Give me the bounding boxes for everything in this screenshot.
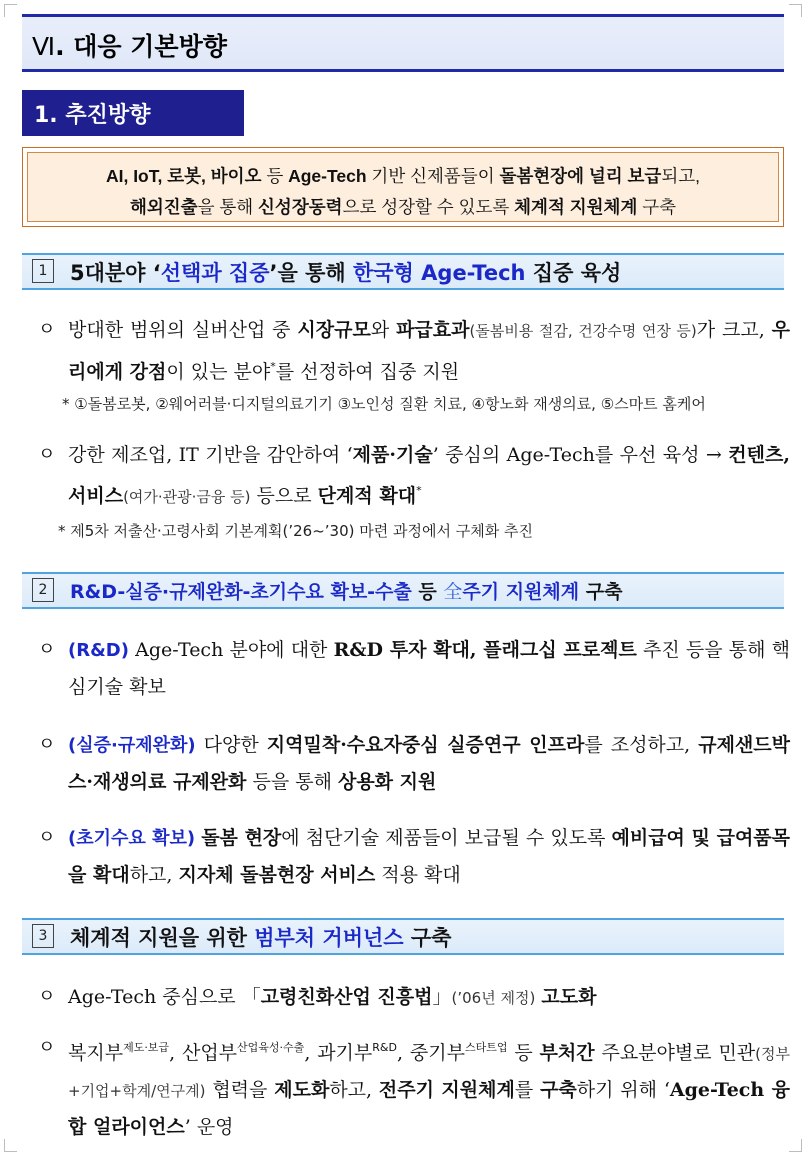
footnote-marker: * xyxy=(270,360,276,373)
bold-run: R&D 투자 확대, 플래그십 프로젝트 xyxy=(333,639,637,661)
bullet-item xyxy=(38,312,790,390)
text-run: 하기 위해 ‘ xyxy=(576,1079,670,1101)
bullet-item xyxy=(38,437,790,515)
goal-text-run: 등 xyxy=(261,166,289,186)
text-run: 복지부 xyxy=(68,1042,124,1064)
section-roman-numeral: Ⅵ xyxy=(32,32,56,61)
goal-line-2 xyxy=(28,192,778,223)
section-header-bottom-rule xyxy=(22,69,784,72)
strategy-top-rule xyxy=(22,918,784,920)
bullet-mark: ㅇ xyxy=(38,639,56,660)
strategy-title-run: 구축 xyxy=(579,581,623,603)
strategy-title-highlight: 범부처 거버넌스 xyxy=(254,926,404,950)
parenthetical: (’06년 제정) xyxy=(451,989,536,1007)
bold-run: 상용화 지원 xyxy=(337,771,437,793)
bold-run: 전주기 지원체계 xyxy=(378,1079,515,1101)
strategy-title-run: ’을 통해 xyxy=(269,261,353,285)
strategy-title-run: 5대분야 ‘ xyxy=(70,261,161,285)
text-run: 등을 통해 xyxy=(246,771,338,793)
bold-run: 단계적 확대 xyxy=(317,485,417,507)
bullet-item xyxy=(38,1030,790,1145)
text-run: 」 xyxy=(432,986,452,1008)
goal-bold: 해외진출 xyxy=(129,197,198,217)
goal-text-run: 되고, xyxy=(661,166,701,186)
goal-text-run: 기반 신제품들이 xyxy=(366,166,500,186)
parenthetical: (돌봄비용 절감, 건강수명 연장 등) xyxy=(469,322,697,340)
bullet-body xyxy=(68,632,790,705)
strategy-title-highlight: 한국형 Age-Tech xyxy=(352,261,526,285)
page-corner-mark xyxy=(4,1139,17,1152)
goal-box xyxy=(22,147,784,227)
strategy-top-rule xyxy=(22,253,784,255)
strategy-title xyxy=(70,577,622,604)
text-run: 를 선정하여 집중 지원 xyxy=(275,361,460,383)
superscript-note: 스타트업 xyxy=(464,1041,508,1054)
text-run: 협력을 xyxy=(205,1079,275,1101)
goal-text-run: 으로 성장할 수 있도록 xyxy=(342,197,515,217)
bullet-mark: ㅇ xyxy=(38,444,56,465)
goal-bold: 체계적 지원체계 xyxy=(514,197,638,217)
text-run: 이 있는 분야 xyxy=(166,361,271,383)
strategy-title-highlight: 주기 지원체계 xyxy=(462,581,580,603)
bullet-mark: ㅇ xyxy=(38,319,56,340)
bold-run: 우리에게 강점 xyxy=(68,319,790,383)
strategy-number-box: 3 xyxy=(32,924,54,948)
text-run: ’ 중심의 Age-Tech를 우선 육성 → xyxy=(432,444,729,466)
bold-run: 구축 xyxy=(540,1079,577,1101)
text-run: 를 xyxy=(514,1079,541,1101)
text-run: 에 첨단기술 제품들이 보급될 수 있도록 xyxy=(281,827,612,849)
bold-run: 규제샌드박스·재생의료 규제완화 xyxy=(68,734,790,793)
bullet-body xyxy=(68,727,790,800)
strategy-header-3 xyxy=(22,918,784,955)
text-run: 와 xyxy=(370,319,397,341)
bullet-item xyxy=(38,820,790,893)
strategy-title-run: 집중 육성 xyxy=(525,261,622,285)
text-run: , 과기부 xyxy=(304,1042,373,1064)
text-run: 추진 등을 통해 핵심기술 확보 xyxy=(68,639,791,698)
text-run: 다양한 xyxy=(195,734,267,756)
text-run: Age-Tech 분야에 대한 xyxy=(128,639,334,661)
bold-run: 지자체 돌봄현장 서비스 xyxy=(178,864,376,886)
strategy-top-rule xyxy=(22,572,784,574)
bold-run: 제도화 xyxy=(274,1079,330,1101)
section-title xyxy=(32,27,227,63)
strategy-header-1 xyxy=(22,253,784,290)
section-header xyxy=(22,14,784,72)
bullet-body xyxy=(68,312,790,390)
text-run: 주요분야별로 민관 xyxy=(594,1042,756,1064)
bullet-mark: ㅇ xyxy=(38,827,56,848)
bold-run: 파급효과 xyxy=(396,319,470,341)
sub-heading-text: 1. 추진방향 xyxy=(34,103,151,128)
text-run: 가 크고, xyxy=(696,319,772,341)
bullet-body xyxy=(68,820,790,893)
footnote: * ①돌봄로봇, ②웨어러블·디지털의료기기 ③노인성 질환 치료, ④항노화 재생의료, ⑤스마트 홈케어 xyxy=(62,395,706,413)
strategy-title-run: 구축 xyxy=(403,926,452,950)
text-run: 하고, xyxy=(329,1079,379,1101)
strategy-header-2 xyxy=(22,572,784,609)
bold-run: 고도화 xyxy=(541,986,597,1008)
text-run: 를 조성하고, xyxy=(584,734,699,756)
goal-bold: 신성장동력 xyxy=(258,197,343,217)
strategy-bottom-rule xyxy=(22,953,784,955)
bold-run: 예비급여 및 급여품목을 확대 xyxy=(68,827,791,886)
parenthetical: (정부+기업+학계/연구계) xyxy=(68,1045,790,1100)
bold-run: 부처간 xyxy=(539,1042,595,1064)
bullet-item xyxy=(38,632,790,705)
bold-run: 돌봄 현장 xyxy=(201,827,282,849)
bullet-body xyxy=(68,979,790,1016)
page-corner-mark xyxy=(789,4,802,17)
strategy-number-box: 1 xyxy=(32,259,54,283)
superscript-note: 산업육성·수출 xyxy=(237,1041,305,1054)
category-tag: (실증·규제완화) xyxy=(68,735,196,756)
strategy-title xyxy=(70,922,451,952)
strategy-title xyxy=(70,257,621,287)
goal-line-1 xyxy=(28,161,778,192)
bullet-item xyxy=(38,727,790,800)
text-run: 등 xyxy=(507,1042,540,1064)
footnote: * 제5차 저출산·고령사회 기본계획(’26~’30) 마련 과정에서 구체화 추진 xyxy=(58,522,533,540)
bullet-body xyxy=(68,1030,790,1145)
bold-run: 고령친화산업 진흥법 xyxy=(260,986,433,1008)
strategy-bottom-rule xyxy=(22,607,784,609)
bullet-mark: ㅇ xyxy=(38,1037,56,1058)
strategy-title-run: 체계적 지원을 위한 xyxy=(70,926,255,950)
bullet-item xyxy=(38,979,790,1016)
bold-run: 지역밀착·수요자중심 실증연구 인프라 xyxy=(266,734,585,756)
superscript-note: 제도·보급 xyxy=(123,1041,170,1054)
goal-text-run: 구축 xyxy=(637,197,677,217)
strategy-number-box: 2 xyxy=(32,578,54,602)
text-run: 적용 확대 xyxy=(375,864,461,886)
bold-run: 시장규모 xyxy=(297,319,371,341)
text-run: 하고, xyxy=(129,864,179,886)
text-run: 방대한 범위의 실버산업 중 xyxy=(68,319,298,341)
superscript-note: R&D xyxy=(372,1041,397,1054)
strategy-bottom-rule xyxy=(22,288,784,290)
category-tag: (초기수요 확보) xyxy=(68,828,196,849)
text-run: 등으로 xyxy=(250,485,318,507)
goal-bold: AI, IoT, 로봇, 바이오 xyxy=(105,166,262,186)
bold-run: Age-Tech 융합 얼라이언스 xyxy=(68,1079,790,1138)
text-run: 강한 제조업, IT 기반을 감안하여 ‘ xyxy=(68,444,353,466)
goal-text-run: 을 통해 xyxy=(197,197,259,217)
bullet-mark: ㅇ xyxy=(38,986,56,1007)
text-run: ’ 운영 xyxy=(184,1116,234,1138)
section-header-top-rule xyxy=(22,14,784,17)
strategy-title-run: 등 xyxy=(411,581,444,603)
text-run: , 산업부 xyxy=(169,1042,238,1064)
goal-box-inner xyxy=(27,152,779,222)
goal-bold: 돌봄현장에 널리 보급 xyxy=(499,166,662,186)
strategy-title-highlight: R&D-실증·규제완화-초기수요 확보-수출 xyxy=(70,581,412,603)
page-corner-mark xyxy=(4,4,17,17)
footnote-marker: * xyxy=(416,484,422,497)
page-corner-mark xyxy=(789,1139,802,1152)
text-run: , 중기부 xyxy=(396,1042,465,1064)
strategy-title-highlight: 全 xyxy=(443,581,463,603)
goal-bold: Age-Tech xyxy=(288,166,367,186)
goal-text xyxy=(28,161,778,223)
bold-run: 제품·기술 xyxy=(352,444,433,466)
bold-run: 컨텐츠, 서비스 xyxy=(68,444,790,507)
strategy-title-highlight: 선택과 집중 xyxy=(160,261,270,285)
text-run: Age-Tech 중심으로 「 xyxy=(68,986,261,1008)
parenthetical: (여가·관광·금융 등) xyxy=(123,488,251,506)
bullet-body xyxy=(68,437,790,515)
section-title-text: . 대응 기본방향 xyxy=(55,32,227,61)
bullet-mark: ㅇ xyxy=(38,734,56,755)
sub-heading xyxy=(22,90,244,136)
category-tag: (R&D) xyxy=(68,640,129,661)
